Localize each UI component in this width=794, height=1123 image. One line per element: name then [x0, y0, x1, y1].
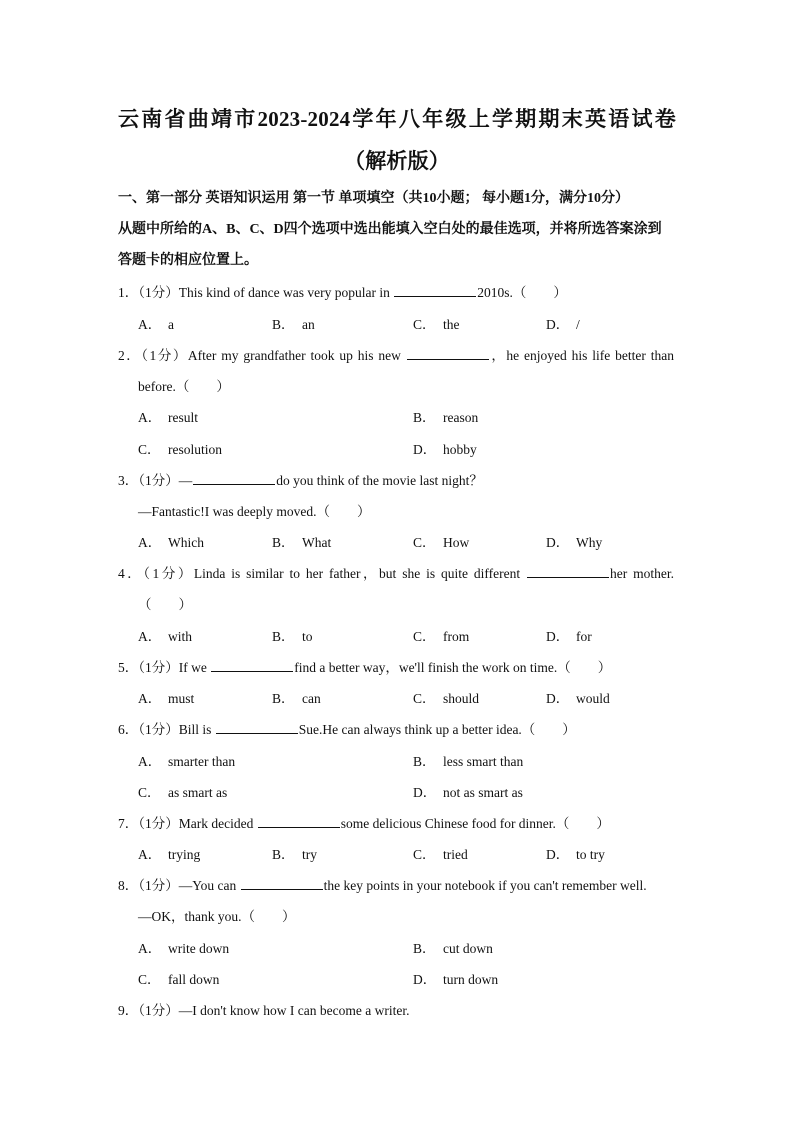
question-8-stem-line2: —OK，thank you.（ ）: [138, 909, 296, 924]
question-1-option-d: D． /: [546, 317, 580, 332]
question-4-option-a: A． with: [138, 629, 193, 644]
question-4-stem-line2: （ ）: [138, 597, 192, 612]
question-1-option-c: C． the: [413, 317, 460, 332]
question-7-stem: 7．（1分）Mark decided some delicious Chinese food for dinner.（ ）: [118, 816, 610, 831]
question-7-option-c: C． tried: [413, 847, 468, 862]
question-2-stem: 2．（1分）After my grandfather took up his new ，he enjoyed his life better than: [118, 348, 674, 363]
question-8-option-c: C． fall down: [138, 972, 220, 987]
question-6-option-c: C． as smart as: [138, 785, 228, 800]
question-5-option-b: B． can: [272, 691, 321, 706]
question-7-option-a: A． trying: [138, 847, 201, 862]
question-2-option-d: D． hobby: [413, 442, 477, 457]
question-1-stem: 1．（1分）This kind of dance was very popular in 2010s.（ ）: [118, 285, 567, 300]
page-title: 云南省曲靖市2023-2024学年八年级上学期期末英语试卷（解析版）: [118, 107, 676, 173]
question-5-option-d: D． would: [546, 691, 610, 706]
answer-blank: [211, 658, 293, 672]
question-5-option-c: C． should: [413, 691, 480, 706]
answer-blank: [193, 471, 275, 485]
question-7-option-b: B． try: [272, 847, 317, 862]
answer-blank: [407, 346, 489, 360]
question-8-option-a: A． write down: [138, 941, 230, 956]
section-instructions-line2: 答题卡的相应位置上。: [118, 253, 258, 268]
question-6-option-b: B． less smart than: [413, 754, 524, 769]
question-3-option-d: D． Why: [546, 535, 603, 550]
question-3-stem-line2: —Fantastic!I was deeply moved.（ ）: [138, 504, 371, 519]
question-4-option-d: D． for: [546, 629, 592, 644]
question-3-stem: 3．（1分）— do you think of the movie last night？: [118, 473, 483, 488]
answer-blank: [241, 876, 323, 890]
question-3-option-a: A． Which: [138, 535, 204, 550]
question-8-option-b: B． cut down: [413, 941, 493, 956]
section-instructions-line1: 从题中所给的A、B、C、D四个选项中选出能填入空白处的最佳选项，并将所选答案涂到: [118, 222, 662, 237]
question-4-option-b: B． to: [272, 629, 313, 644]
answer-blank: [527, 564, 609, 578]
question-6-stem: 6．（1分）Bill is Sue.He can always think up a better idea.（ ）: [118, 722, 576, 737]
question-8-stem: 8．（1分）—You can the key points in your notebook if you can't remember well.: [118, 878, 647, 893]
question-8-option-d: D． turn down: [413, 972, 499, 987]
question-2-option-c: C． resolution: [138, 442, 222, 457]
question-2-option-a: A． result: [138, 410, 198, 425]
question-6-option-d: D． not as smart as: [413, 785, 523, 800]
question-7-option-d: D． to try: [546, 847, 605, 862]
answer-blank: [258, 814, 340, 828]
question-2-stem-line2: before.（ ）: [138, 379, 230, 394]
question-5-stem: 5．（1分）If we find a better way，we'll finish the work on time.（ ）: [118, 660, 612, 675]
question-4-stem: 4．（1分）Linda is similar to her father，but she is quite different her mother.: [118, 566, 674, 581]
question-1-option-b: B． an: [272, 317, 315, 332]
question-3-option-c: C． How: [413, 535, 470, 550]
question-6-option-a: A． smarter than: [138, 754, 236, 769]
answer-blank: [216, 720, 298, 734]
section-heading: 一、第一部分 英语知识运用 第一节 单项填空（共10小题； 每小题1分，满分10分）: [118, 191, 629, 206]
question-3-option-b: B． What: [272, 535, 332, 550]
question-9-stem: 9．（1分）—I don't know how I can become a writer.: [118, 1003, 410, 1018]
answer-blank: [394, 283, 476, 297]
question-4-option-c: C． from: [413, 629, 470, 644]
section-header: [118, 183, 676, 276]
question-5-option-a: A． must: [138, 691, 195, 706]
question-1-option-a: A． a: [138, 317, 174, 332]
question-2-option-b: B． reason: [413, 410, 479, 425]
